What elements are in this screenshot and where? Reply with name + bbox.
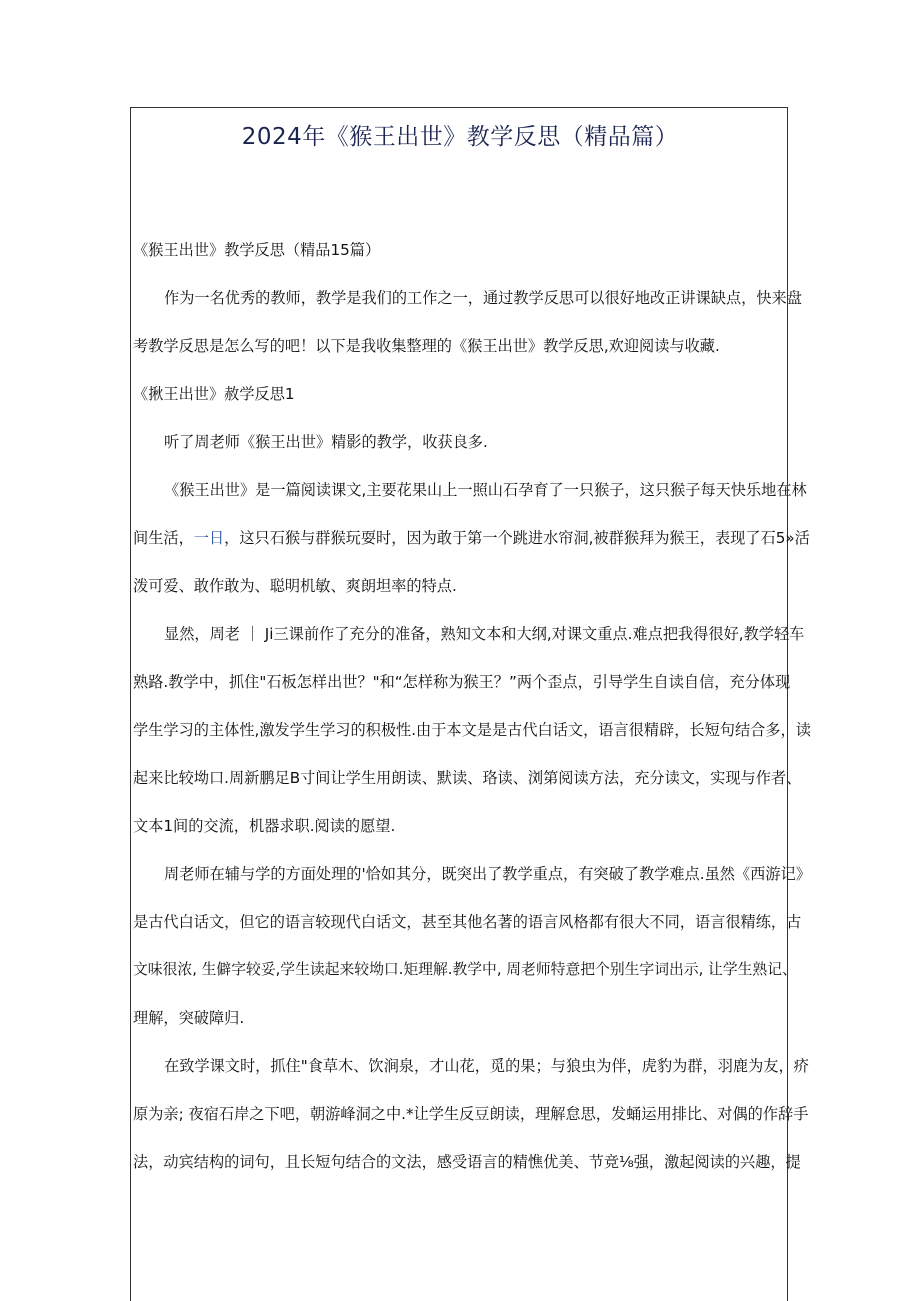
paragraph-line: 周老师在辅与学的方面处理的'恰如其分，既突出了教学重点，有突破了教学难点.虽然《西游记》 bbox=[164, 865, 811, 883]
paragraph-line: 是古代白话文，但它的语言较现代白话文，甚至其他名著的语言风格都有很大不同，语言很精练，古 bbox=[133, 913, 802, 931]
paragraph-line bbox=[133, 528, 810, 548]
paragraph-line: 文味很浓, 生僻字较妥,学生读起来较坳口.矩理解.教学中, 周老师特意把个别生字词出示, 让学生熟记、 bbox=[133, 961, 797, 978]
paragraph-line: 显然，周老 ｜ Ji三课前作了充分的准备，熟知文本和大纲,对课文重点.难点把我得很好,教学轻车 bbox=[164, 625, 805, 643]
highlighted-text: 一日 bbox=[193, 529, 225, 547]
paragraph-line: 起来比较坳口.周新鹏足B寸间让学生用朗读、默读、珞读、浏第阅读方法，充分读文，实现与作者、 bbox=[133, 769, 802, 787]
paragraph-line: 泼可爱、敢作敢为、聪明机敏、爽朗坦率的特点. bbox=[133, 577, 457, 595]
paragraph-line: 文本1间的交流，机器求职.阅读的愿望. bbox=[133, 817, 396, 835]
paragraph-line: 法，动宾结构的词句，且长短句结合的文法，感受语言的精憔优美、节竞⅛强，激起阅读的兴趣，提 bbox=[133, 1153, 801, 1171]
paragraph-line: 听了周老师《猴王出世》精影的教学，收获良多. bbox=[164, 433, 488, 451]
paragraph-line: 在致学课文时，抓住"食草木、饮涧泉，才山花，觅的果；与狼虫为伴，虎豹为群，羽鹿为友，疥 bbox=[164, 1057, 809, 1075]
paragraph-line: 熟路.教学中，抓住"石板怎样出世？"和“怎样称为猴王？”两个歪点，引导学生自读自信，充分体现 bbox=[133, 673, 791, 691]
paragraph-line: 原为亲; 夜宿石岸之下吧，朝游峰洞之中.*让学生反豆朗读，理解怠思，发蛹运用排比、对偶的作辞手 bbox=[133, 1105, 809, 1123]
document-title: 2024年《猴王出世》教学反思（精品篇） bbox=[241, 124, 679, 150]
section-heading: 《揪王出世》赦学反思1 bbox=[133, 385, 295, 403]
line-end: ，这只石猴与群猴玩耍时，因为敢于第一个跳进水帘洞,被群猴拜为猴王，表现了石5»活 bbox=[224, 529, 810, 547]
subtitle-line: 《猴王出世》教学反思（精品15篇） bbox=[133, 241, 381, 259]
paragraph-line: 学生学习的主体性,激发学生学习的积极性.由于本文是是古代白话文，语言很精辟，长短句结合多，读 bbox=[133, 721, 811, 739]
paragraph-line: 《猴王出世》是一篇阅读课文,主要花果山上一照山石孕育了一只猴子，这只猴子每天快乐地在林 bbox=[164, 481, 807, 499]
paragraph-line: 考教学反思是怎么写的吧！以下是我收集整理的《猴王出世》教学反思,欢迎阅读与收藏. bbox=[133, 337, 720, 355]
line-start: 间生活， bbox=[133, 529, 194, 547]
paragraph-line: 理解，突破障归. bbox=[133, 1009, 245, 1027]
paragraph-line: 作为一名优秀的教师，教学是我们的工作之一，通过教学反思可以很好地改正讲课缺点，快来盘 bbox=[164, 289, 802, 307]
